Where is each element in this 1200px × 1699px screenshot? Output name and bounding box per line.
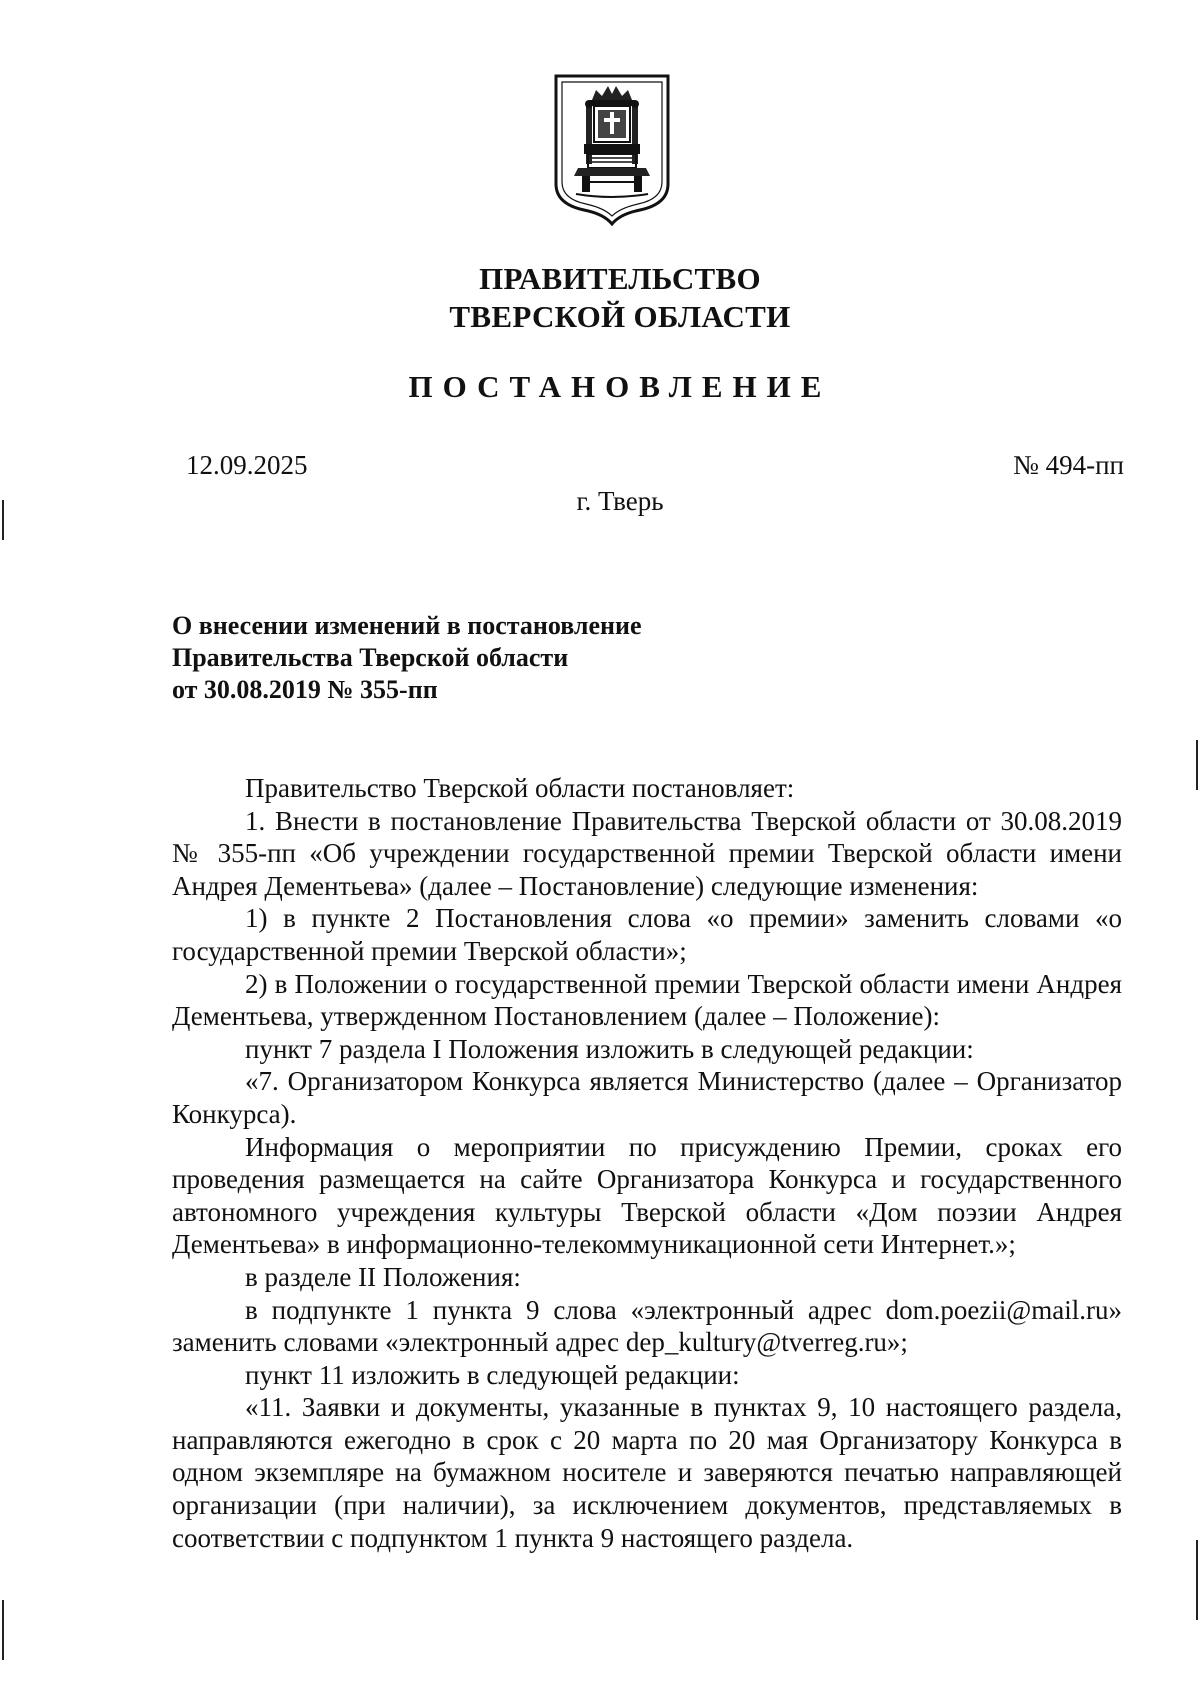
body-paragraph: Информация о мероприятии по присуждению Премии, сроках его проведения размещается на сайте Организатора Конкурса и государственного автономного учреждения культуры Тверской области «Дом поэзии Андрея Дементьева» в информационно-телекоммуникационной сети Интернет.»;	[172, 1131, 1122, 1260]
org-name-line2: ТВЕРСКОЙ ОБЛАСТИ	[449, 299, 791, 334]
document-body	[172, 772, 1122, 1554]
body-paragraph: в подпункте 1 пункта 9 слова «электронный адрес dom.poezii@mail.ru» заменить словами «электронный адрес dep_kultury@tverreg.ru»;	[172, 1294, 1122, 1358]
document-type: ПОСТАНОВЛЕНИЕ	[408, 369, 832, 404]
document-subject	[172, 610, 642, 706]
scan-artifact	[2, 1600, 4, 1660]
tver-coat-of-arms-icon	[552, 72, 672, 226]
org-name-line1: ПРАВИТЕЛЬСТВО	[479, 261, 761, 296]
body-paragraph: в разделе II Положения:	[245, 1261, 521, 1292]
subject-line: от 30.08.2019 № 355-пп	[172, 675, 438, 704]
scan-artifact	[1196, 740, 1198, 790]
subject-line: Правительства Тверской области	[172, 643, 569, 672]
subject-line: О внесении изменений в постановление	[172, 611, 642, 640]
scan-artifact	[2, 500, 4, 540]
body-paragraph: «7. Организатором Конкурса является Министерство (далее – Организатор Конкурса).	[172, 1066, 1122, 1129]
document-city: г. Тверь	[576, 486, 664, 516]
body-paragraph: пункт 11 изложить в следующей редакции:	[245, 1359, 740, 1390]
body-paragraph: Правительство Тверской области постановляет:	[245, 773, 795, 803]
body-paragraph: пункт 7 раздела I Положения изложить в следующей редакции:	[245, 1033, 974, 1064]
scan-artifact	[1196, 1540, 1198, 1620]
body-paragraph: 1) в пункте 2 Постановления слова «о премии» заменить словами «о государственной премии Тверской области»;	[172, 903, 1122, 966]
body-paragraph: 2) в Положении о государственной премии Тверской области имени Андрея Дементьева, утвержденном Постановлением (далее – Положение):	[172, 968, 1122, 1032]
body-paragraph: 1. Внести в постановление Правительства Тверской области от 30.08.2019 № 355-пп «Об учреждении государственной премии Тверской области имени Андрея Дементьева» (далее – Постановление) следующие изменения:	[172, 805, 1122, 901]
document-number: № 494-пп	[1013, 450, 1124, 480]
document-date: 12.09.2025	[186, 450, 308, 480]
body-paragraph: «11. Заявки и документы, указанные в пунктах 9, 10 настоящего раздела, направляются ежегодно в срок с 20 марта по 20 мая Организатору Конкурса в одном экземпляре на бумажном носителе и заверяются печатью направляющей организации (при наличии), за исключением документов, представляемых в соответствии с подпунктом 1 пункта 9 настоящего раздела.	[172, 1392, 1122, 1553]
